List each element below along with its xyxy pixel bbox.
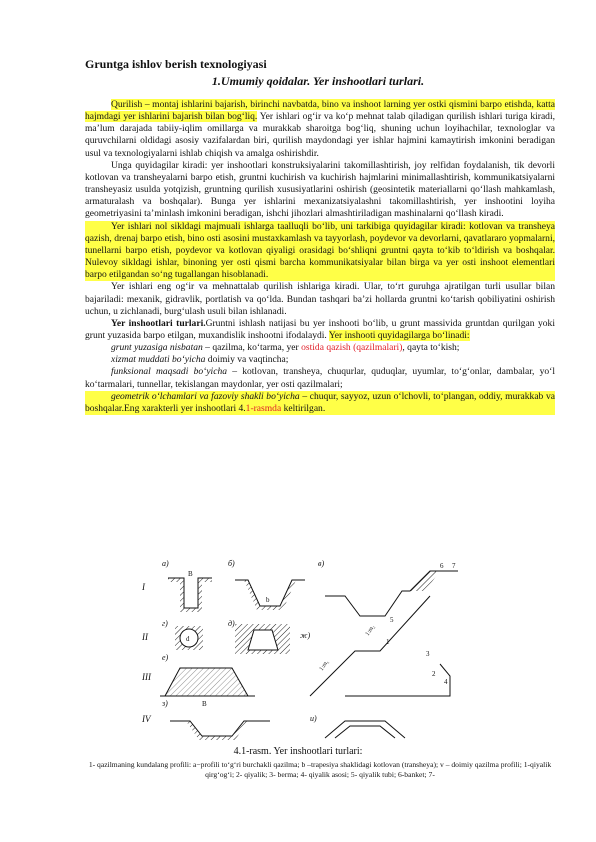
slope-label: 1:m₁ (318, 659, 331, 673)
red-text: 1-rasmda (245, 402, 282, 414)
red-text: ostida qazish (qazilmalari) (301, 342, 403, 354)
row-label: II (142, 632, 148, 642)
panel-label: д) (228, 619, 235, 628)
earthworks-figure (140, 556, 460, 742)
item-term: xizmat muddati bo‘yicha (111, 354, 206, 366)
row-label: III (142, 672, 151, 682)
dim-label: B (202, 700, 207, 708)
item-text: , qayta to‘kish; (402, 342, 460, 354)
item-text: – chuqur, sayyoz, uzun o‘lchovli, to‘plangan, oddiy, murakkab va boshqalar.Eng xarakterli yer inshootlari 4. (85, 390, 555, 414)
list-item-2 (85, 354, 555, 366)
callout-number: 3 (426, 650, 430, 658)
list-item-1 (85, 342, 555, 354)
list-item-3 (85, 366, 555, 390)
callout-number: 5 (390, 616, 394, 624)
dim-label: b (266, 596, 270, 604)
callout-number: 4 (444, 678, 448, 686)
item-text: – kotlovan, transheya, chuqurlar, quduqlar, uyumlar, to‘g‘onlar, dambalar, yo‘l ko‘tarmalari, tunnellar, tekislangan maydonlar, yer osti qazilmalari; (85, 366, 556, 390)
paragraph-1 (85, 99, 555, 160)
slope-label: 1:m₂ (364, 624, 377, 638)
document-title: Gruntga ishlov berish texnologiyasi (85, 57, 267, 71)
panel-label: з) (162, 699, 168, 708)
callout-number: 6 (440, 562, 444, 570)
panel-label: е) (162, 653, 169, 662)
paragraph-text: Yer ishlari og‘ir va ko‘p mehnat talab qiladigan qurilish ishlari turiga kiradi, ma’lum darajada tabiiy-iqlim omillarga va murakkab sharoitga bog‘liq, shuning uchun loyihachilar, texnologlar va quruvchilarni oldidagi asosiy vazifalardan biri, qurilish maydondagi yer ishlar hajmini kamaytirish imkonini beradigan usul va texnologiyalarni ishlab chiqish va amalga oshirishdir. (85, 111, 555, 159)
figure-caption: 4.1-rasm. Yer inshootlari turlari: (233, 746, 363, 757)
callout-number: 7 (452, 562, 456, 570)
figure-legend: 1- qazilmaning kundalang profili: a−profili to‘g‘ri burchakli qazilma; b –trapesiya shaklidagi kotlovan (transheya); v – doimiy qazilma profili; 1-qiyalik qirg‘og‘i; 2- qiyalik; 3- berma; 4- qiyalik asosi; 5- qiyalik tubi; 6-banket; 7- (88, 760, 552, 779)
subheading: Yer inshootlari turlari. (111, 317, 206, 329)
paragraph-4: Yer ishlari eng og‘ir va mehnattalab qurilish ishlariga kiradi. Ular, to‘rt guruhga ajratilgan turli usullar bilan bajariladi: mexanik, gidravlik, portlatish va qo‘lda. Bundan tashqari ba’zi hollarda gruntni ko‘tarish qobiliyatini oshirish uchun, u zichlanadi, burg‘ulash usuli bilan ishlanadi. (85, 281, 555, 317)
panel-label: г) (162, 619, 168, 628)
panel-label: ж) (300, 631, 311, 640)
body-text (85, 99, 555, 415)
paragraph-3: Yer ishlari nol sikldagi majmuali ishlarga taalluqli bo‘lib, uni tarkibiga quyidagilar kiradi: kotlovan va transheya qazish, drenaj barpo etish, bino osti asosini mustaxkamlash va tayyorlash, poydevor va devorlarni, qavatlararo yopmalarni, tunellarni barpo etish, poydevor va kotlovan qiyaligi orasidagi bo‘shliqni gruntni qayta to‘kib to‘ldirish va boshqalar. Nulevoy sikldagi ishlar, binoning yer osti qismi barcha kommunikatsiyalar bilan birga va yer osti inshoot elementlari barpo etilgandan so‘ng tugallangan hisoblanadi. (85, 220, 555, 281)
paragraph-5 (85, 318, 555, 342)
section-title: 1.Umumiy qoidalar. Yer inshootlari turlari. (211, 74, 425, 88)
list-item-4 (85, 391, 555, 415)
item-term: geometrik o‘lchamlari va fazoviy shakli bo‘yicha (111, 390, 300, 402)
panel-label: и) (310, 714, 317, 723)
row-label: IV (142, 714, 151, 724)
panel-label: б) (228, 559, 235, 568)
callout-number: 1 (386, 638, 390, 646)
dim-label: B (188, 570, 193, 578)
panel-label: a) (162, 559, 169, 568)
item-text: doimiy va vaqtincha; (205, 354, 289, 366)
item-term: grunt yuzasiga nisbatan (111, 342, 203, 354)
row-label: I (142, 582, 145, 592)
item-term: funksional maqsadi bo‘yicha (111, 366, 227, 378)
highlighted-text: Qurilish – montaj ishlarini bajarish, birinchi navbatda, bino va inshoot larning yer ostki qismini barpo etishda, katta hajmdagi yer ishlarini bajarish bilan bog‘liq. (85, 99, 555, 123)
paragraph-text: Gruntni ishlash natijasi bu yer inshooti bo‘lib, u grunt massivida gruntdan qurilgan yoki grunt yuzasida barpo etilgan, muxandislik inshootni ifodalaydi. (85, 317, 555, 341)
highlighted-text: Yer inshooti quyidagilarga bo‘linadi: (328, 329, 470, 341)
dim-label: d (186, 635, 190, 643)
panel-label: в) (318, 559, 325, 568)
callout-number: 2 (432, 670, 436, 678)
paragraph-2: Unga quyidagilar kiradi: yer inshootlari konstruksiyalarini takomillashtirish, joy relfidan foydalanish, tik devorli kotlovan va transheyalarni barpo etish, gruntni kuchirish va kuchirish hajmlarini minimallashtirish, kommunikatsiyalarni transheyasiz usulda yotqizish, gruntning qurilish xususiyatlarini oshirish (geosintetik materiallarni qo‘llash mahkamlash, armaturalash va boshqalar). Bunga yer ishlarini mexanizatsiyalashni takomillashtirish, yer inshootini loyiha geometriyasini ta’minlash imkonini beradigan, ishchi jihozlari almashtiriladigan mashinalarni qo‘llash kiradi. (85, 159, 555, 220)
item-text: keltirilgan. (281, 402, 326, 414)
item-text: – qazilma, ko‘tarma, yer (202, 342, 302, 354)
